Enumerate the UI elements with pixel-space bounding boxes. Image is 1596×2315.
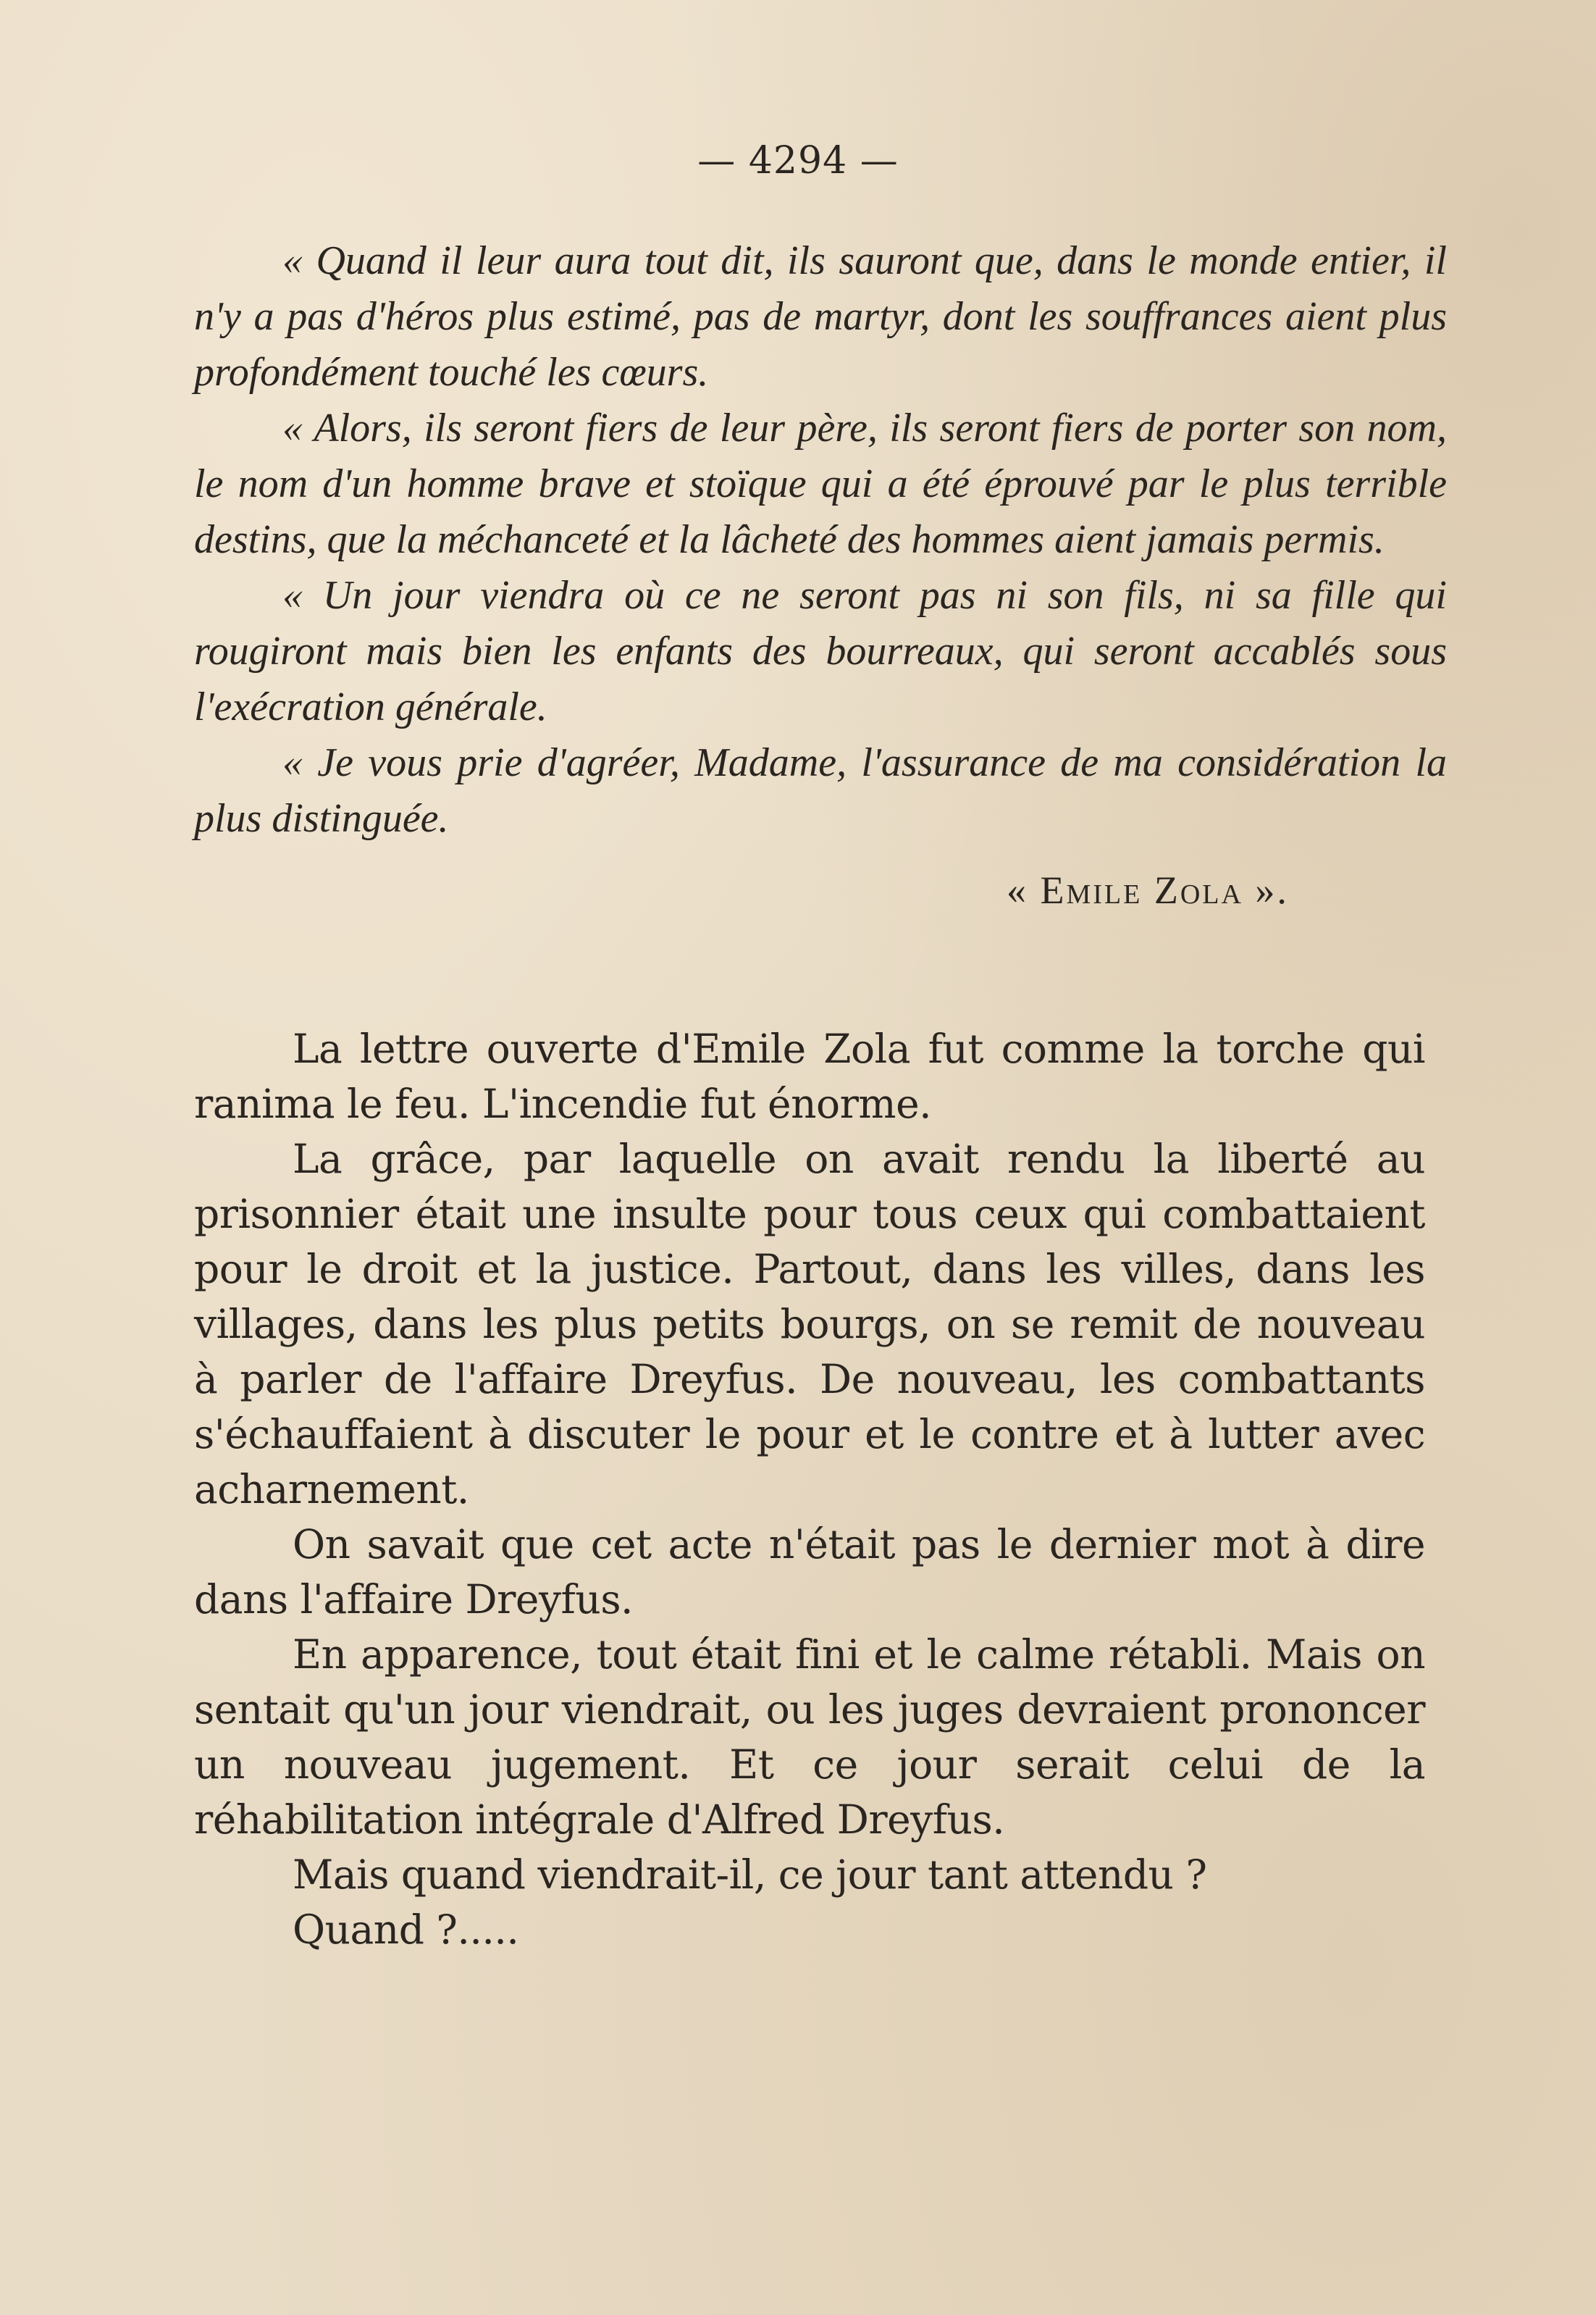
narrative-paragraph: On savait que cet acte n'était pas le dernier mot à dire dans l'affaire Dreyfus. <box>194 1521 1425 1623</box>
narrative-text <box>194 1021 1425 1957</box>
quoted-letter <box>194 233 1447 847</box>
letter-paragraph: « Alors, ils seront fiers de leur père, ils seront fiers de porter son nom, le nom d'un homme brave et stoïque qui a été éprouvé par le plus terrible destins, que la méchanceté et la lâcheté des hommes aient jamais permis. <box>194 406 1447 562</box>
letter-paragraph: « Un jour viendra où ce ne seront pas ni son fils, ni sa fille qui rougiront mais bien les enfants des bourreaux, qui seront accablés sous l'exécration générale. <box>194 573 1447 729</box>
narrative-paragraph: La grâce, par laquelle on avait rendu la liberté au prisonnier était une insulte pour tous ceux qui combattaient pour le droit et la justice. Partout, dans les villes, dans les villages, dans les plus petits bourgs, on se remit de nouveau à parler de l'affaire Dreyfus. De nouveau, les combattants s'échauffaient à discuter le pour et le contre et à lutter avec acharnement. <box>194 1136 1425 1512</box>
page-number: — 4294 — <box>697 139 899 183</box>
letter-paragraph: « Je vous prie d'agréer, Madame, l'assurance de ma considération la plus distinguée. <box>194 740 1447 841</box>
narrative-paragraph: Quand ?..... <box>293 1906 519 1953</box>
letter-paragraph: « Quand il leur aura tout dit, ils sauront que, dans le monde entier, il n'y a pas d'héros plus estimé, pas de martyr, dont les souffrances aient plus profondément touché les cœurs. <box>194 238 1447 395</box>
letter-signature: « Emile Zola ». <box>1007 868 1289 912</box>
narrative-paragraph: En apparence, tout était fini et le calme rétabli. Mais on sentait qu'un jour viendrait, ou les juges devraient prononcer un nouveau jugement. Et ce jour serait celui de la réhabilitation intégrale d'Alfred Dreyfus. <box>194 1631 1425 1843</box>
narrative-paragraph: Mais quand viendrait-il, ce jour tant attendu ? <box>293 1851 1207 1898</box>
narrative-paragraph: La lettre ouverte d'Emile Zola fut comme la torche qui ranima le feu. L'incendie fut énorme. <box>194 1026 1425 1127</box>
